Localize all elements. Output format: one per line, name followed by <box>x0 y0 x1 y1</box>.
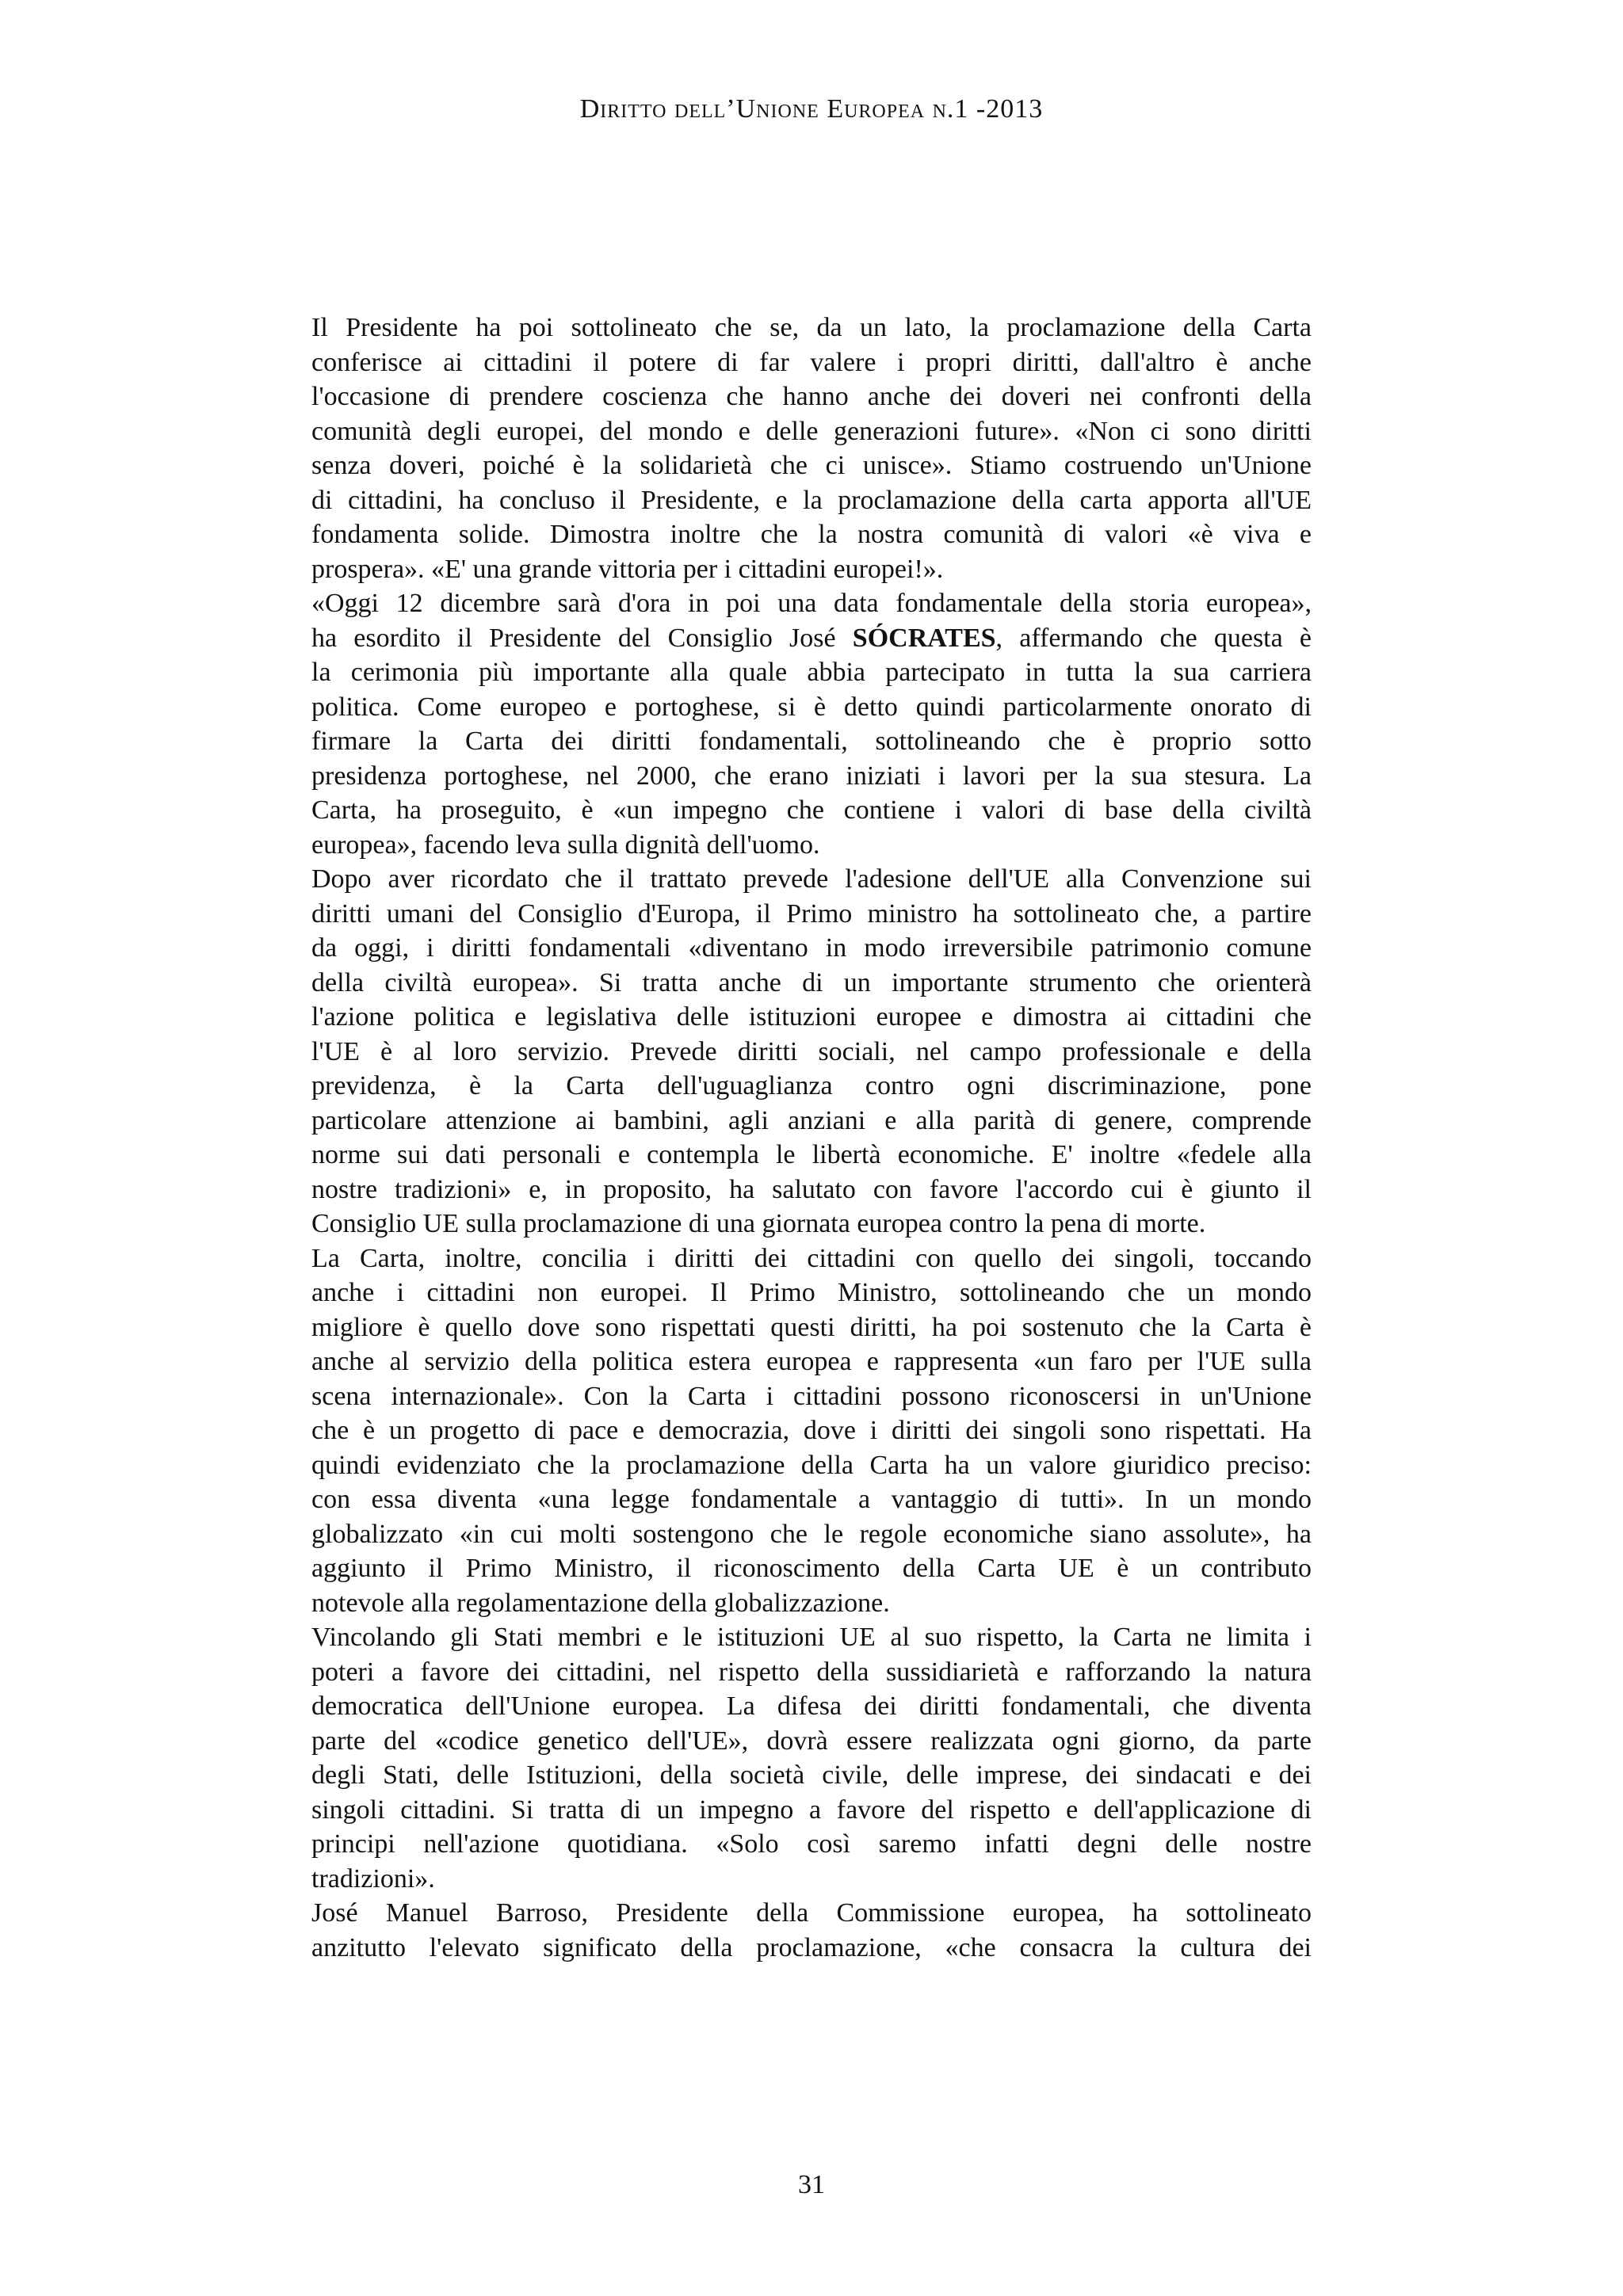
text-line: della civiltà europea». Si tratta anche di un importante strumento che orienterà <box>311 967 1312 997</box>
text-line: anche al servizio della politica estera europea e rappresenta «un faro per l'UE sulla <box>311 1347 1312 1376</box>
text-line: la cerimonia più importante alla quale abbia partecipato in tutta la sua carriera <box>311 658 1312 687</box>
text-line: principi nell'azione quotidiana. «Solo così saremo infatti degni delle nostre <box>311 1829 1312 1859</box>
text-line: presidenza portoghese, nel 2000, che erano iniziati i lavori per la sua stesura. La <box>311 761 1312 791</box>
text-line: Il Presidente ha poi sottolineato che se, da un lato, la proclamazione della Carta <box>311 313 1312 342</box>
text-line: Vincolando gli Stati membri e le istituzioni UE al suo rispetto, la Carta ne limita i <box>311 1623 1312 1652</box>
text-line: nostre tradizioni» e, in proposito, ha salutato con favore l'accordo cui è giunto il <box>311 1174 1312 1204</box>
text-line: prospera». «E' una grande vittoria per i cittadini europei!». <box>311 554 944 584</box>
text-line: l'azione politica e legislativa delle istituzioni europee e dimostra ai cittadini che <box>311 1002 1312 1032</box>
text-line: Dopo aver ricordato che il trattato prevede l'adesione dell'UE alla Convenzione sui <box>311 864 1312 894</box>
text-line: José Manuel Barroso, Presidente della Commissione europea, ha sottolineato <box>311 1898 1312 1928</box>
text-line: politica. Come europeo e portoghese, si è detto quindi particolarmente onorato di <box>311 692 1312 722</box>
text-line: di cittadini, ha concluso il Presidente, e la proclamazione della carta apporta all'UE <box>311 485 1312 515</box>
text-line: europea», facendo leva sulla dignità dell'uomo. <box>311 830 820 860</box>
text-segment: , affermando che questa è <box>995 623 1312 653</box>
text-line: globalizzato «in cui molti sostengono che le regole economiche siano assolute», ha <box>311 1519 1312 1549</box>
text-line: diritti umani del Consiglio d'Europa, il Primo ministro ha sottolineato che, a partire <box>311 898 1312 929</box>
text-line: fondamenta solide. Dimostra inoltre che la nostra comunità di valori «è viva e <box>311 520 1312 549</box>
text-line: aggiunto il Primo Ministro, il riconoscimento della Carta UE è un contributo <box>311 1554 1312 1583</box>
text-line: comunità degli europei, del mondo e delle generazioni future». «Non ci sono diritti <box>311 416 1312 446</box>
text-line: conferisce ai cittadini il potere di far valere i propri diritti, dall'altro è anche <box>311 347 1312 377</box>
text-line: anche i cittadini non europei. Il Primo Ministro, sottolineando che un mondo <box>311 1278 1312 1307</box>
text-line: degli Stati, delle Istituzioni, della società civile, delle imprese, dei sindacati e dei <box>311 1760 1312 1790</box>
text-line: La Carta, inoltre, concilia i diritti dei cittadini con quello dei singoli, toccando <box>311 1243 1312 1273</box>
bold-name: SÓCRATES <box>852 623 996 653</box>
text-line: particolare attenzione ai bambini, agli anziani e alla parità di genere, comprende <box>311 1105 1312 1135</box>
text-line: democratica dell'Unione europea. La difesa dei diritti fondamentali, che diventa <box>311 1691 1312 1721</box>
text-line: tradizioni». <box>311 1863 435 1894</box>
text-line: da oggi, i diritti fondamentali «diventano in modo irreversibile patrimonio comune <box>311 933 1312 963</box>
text-line: senza doveri, poiché è la solidarietà che ci unisce». Stiamo costruendo un'Unione <box>311 451 1312 480</box>
text-line: Carta, ha proseguito, è «un impegno che contiene i valori di base della civiltà <box>311 795 1312 825</box>
running-header: Diritto dell’Unione Europea n.1 -2013 <box>579 94 1044 124</box>
text-line: l'occasione di prendere coscienza che hanno anche dei doveri nei confronti della <box>311 382 1312 411</box>
text-line: norme sui dati personali e contempla le libertà economiche. E' inoltre «fedele alla <box>311 1140 1312 1169</box>
text-segment: ha esordito il Presidente del Consiglio José <box>311 623 853 653</box>
text-line: con essa diventa «una legge fondamentale a vantaggio di tutti». In un mondo <box>311 1485 1312 1514</box>
text-line: che è un progetto di pace e democrazia, dove i diritti dei singoli sono rispettati. Ha <box>311 1416 1312 1445</box>
text-line: scena internazionale». Con la Carta i cittadini possono riconoscersi in un'Unione <box>311 1381 1312 1411</box>
text-line <box>311 621 1312 656</box>
text-line: «Oggi 12 dicembre sarà d'ora in poi una data fondamentale della storia europea», <box>311 589 1312 618</box>
page-number: 31 <box>798 2170 825 2199</box>
text-line: quindi evidenziato che la proclamazione della Carta ha un valore giuridico preciso: <box>311 1450 1312 1480</box>
text-line: poteri a favore dei cittadini, nel rispetto della sussidiarietà e rafforzando la natura <box>311 1657 1312 1687</box>
text-line: l'UE è al loro servizio. Prevede diritti sociali, nel campo professionale e della <box>311 1036 1312 1066</box>
text-line: migliore è quello dove sono rispettati questi diritti, ha poi sostenuto che la Carta è <box>311 1312 1312 1342</box>
text-line: singoli cittadini. Si tratta di un impegno a favore del rispetto e dell'applicazione di <box>311 1794 1312 1825</box>
text-line: Consiglio UE sulla proclamazione di una giornata europea contro la pena di morte. <box>311 1209 1206 1238</box>
text-line: anzitutto l'elevato significato della proclamazione, «che consacra la cultura dei <box>311 1932 1312 1962</box>
text-line: notevole alla regolamentazione della globalizzazione. <box>311 1588 890 1618</box>
text-line: firmare la Carta dei diritti fondamentali, sottolineando che è proprio sotto <box>311 727 1312 756</box>
body-text <box>311 311 1312 1965</box>
text-line: parte del «codice genetico dell'UE», dovrà essere realizzata ogni giorno, da parte <box>311 1726 1312 1756</box>
text-line: previdenza, è la Carta dell'uguaglianza contro ogni discriminazione, pone <box>311 1071 1312 1100</box>
